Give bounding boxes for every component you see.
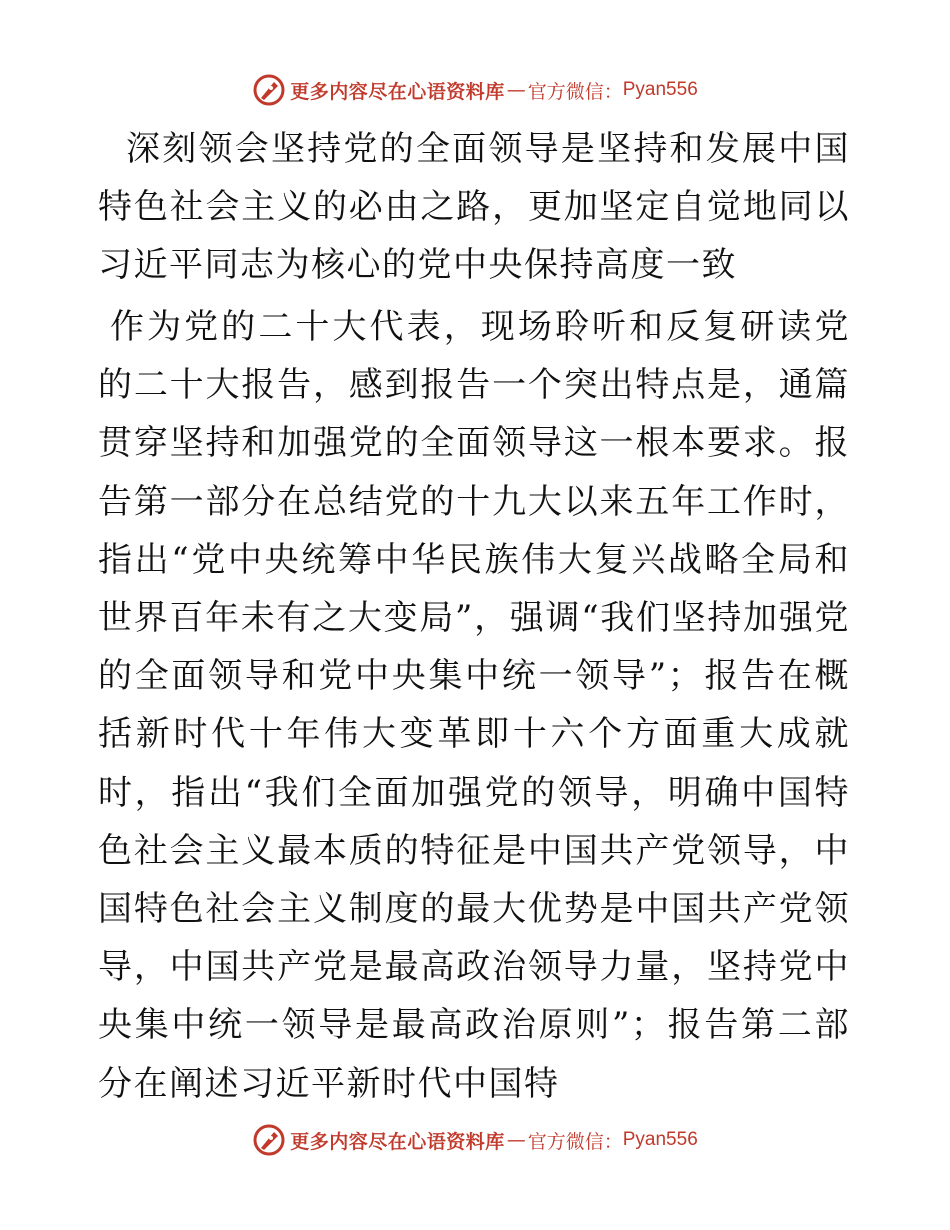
banner-separator: — (506, 1129, 526, 1151)
banner-wechat-id: Pyan556 (622, 79, 698, 100)
banner-wechat-id: Pyan556 (622, 1129, 698, 1150)
footer-banner (0, 1122, 950, 1158)
banner-text: 更多内容尽在心语资料库 (290, 80, 505, 103)
banner-wechat-label: 官方微信： (527, 1130, 623, 1153)
banner-text: 更多内容尽在心语资料库 (290, 1130, 505, 1153)
document-body (98, 120, 850, 1113)
document-heading: 深刻领会坚持党的全面领导是坚持和发展中国特色社会主义的必由之路，更加坚定自觉地同以习近平同志为核心的党中央保持高度一致 (98, 129, 850, 285)
banner-wechat-label: 官方微信： (527, 80, 623, 103)
banner-separator: — (506, 79, 526, 101)
pen-nib-logo-icon (252, 1123, 286, 1157)
pen-nib-logo-icon (252, 73, 286, 107)
header-banner (0, 72, 950, 108)
document-paragraph: 作为党的二十大代表，现场聆听和反复研读党的二十大报告，感到报告一个突出特点是，通篇贯穿坚持和加强党的全面领导这一根本要求。报告第一部分在总结党的十九大以来五年工作时，指出“党中央统筹中华民族伟大复兴战略全局和世界百年未有之大变局”，强调“我们坚持加强党的全面领导和党中央集中统一领导”；报告在概括新时代十年伟大变革即十六个方面重大成就时，指出“我们全面加强党的领导，明确中国特色社会主义最本质的特征是中国共产党领导，中国特色社会主义制度的最大优势是中国共产党领导，中国共产党是最高政治领导力量，坚持党中央集中统一领导是最高政治原则”；报告第二部分在阐述习近平新时代中国特 (98, 307, 850, 1104)
